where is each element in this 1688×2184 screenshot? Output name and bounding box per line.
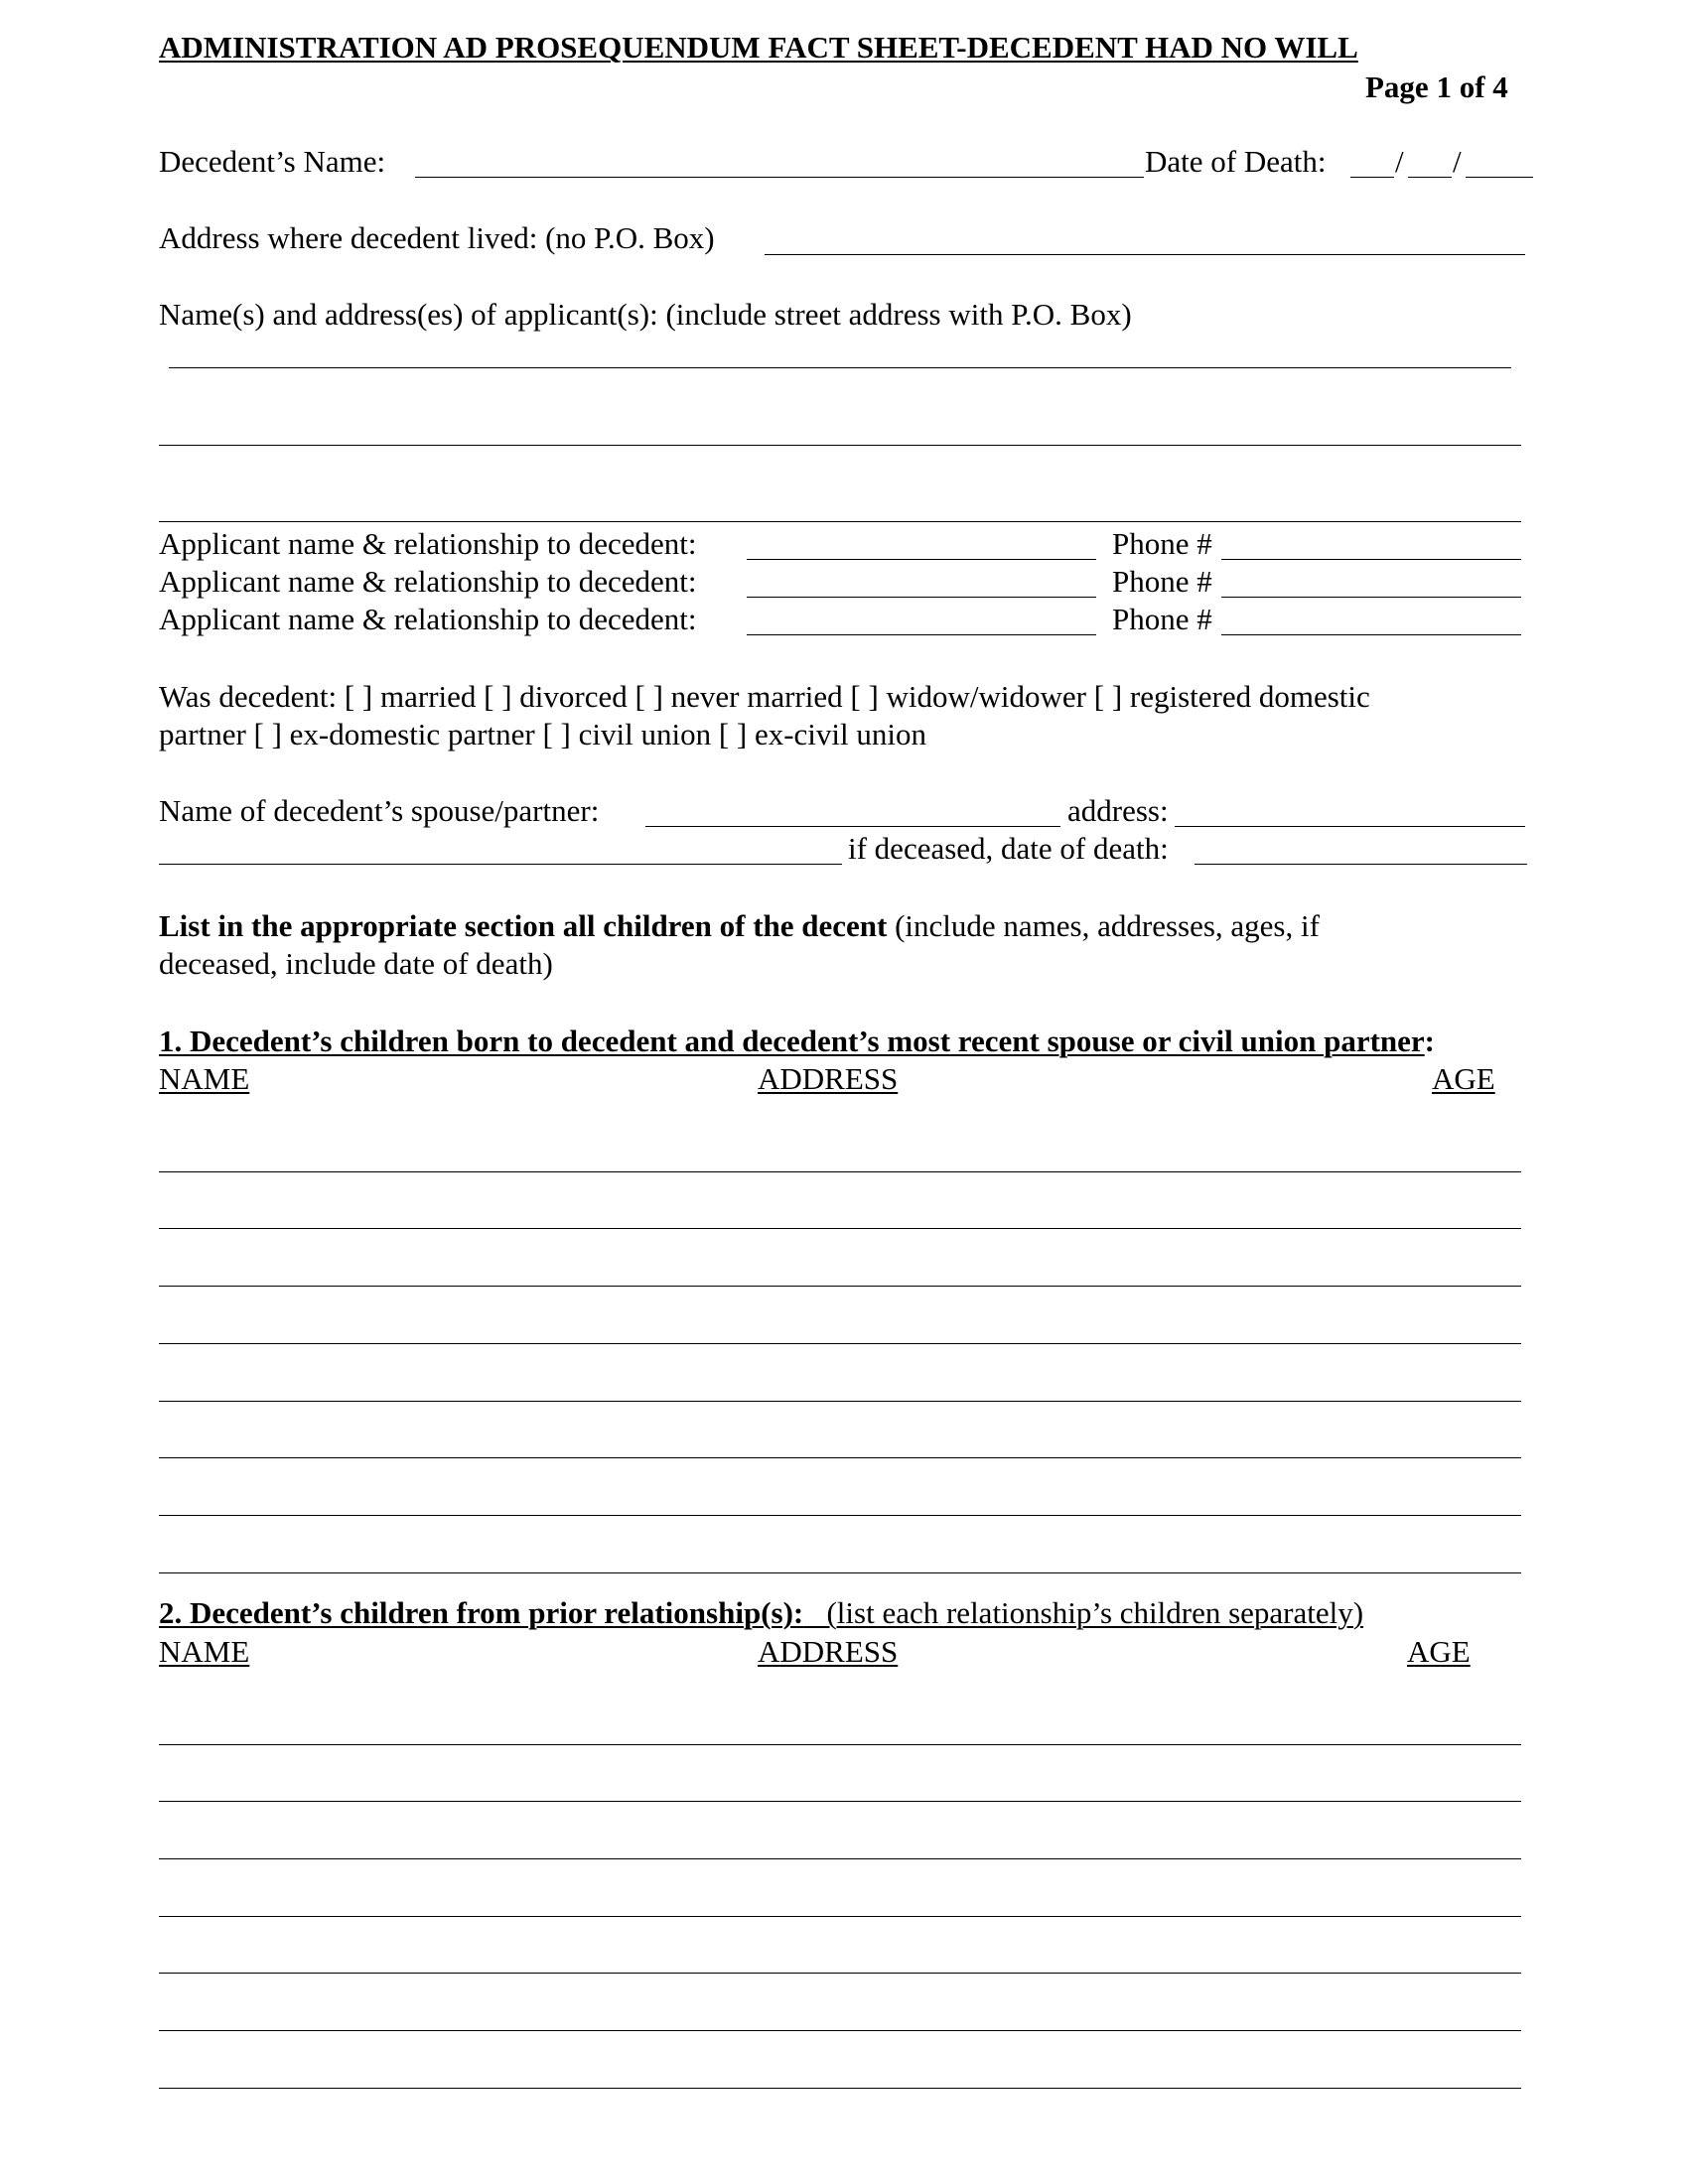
applicants-label: Name(s) and address(es) of applicant(s): (include street address with P.O. Box): [159, 297, 1132, 332]
section1-row-line[interactable]: [159, 1171, 1521, 1172]
marital-status-line[interactable]: partner [ ] ex-domestic partner [ ] civil union [ ] ex-civil union: [159, 717, 927, 751]
children-instructions-bold: List in the appropriate section all children of the decent: [159, 908, 888, 943]
children-instructions: [159, 910, 1320, 941]
section1-heading-text: 1. Decedent’s children born to decedent and decedent’s most recent spouse or civil union partner: [159, 1024, 1425, 1058]
dod-day-field[interactable]: [1408, 177, 1452, 178]
page-title: ADMINISTRATION AD PROSEQUENDUM FACT SHEET-DECEDENT HAD NO WILL: [159, 30, 1358, 65]
section1-row-line[interactable]: [159, 1228, 1521, 1229]
address-label: Address where decedent lived: (no P.O. Box): [159, 220, 715, 255]
spouse-address-label: address:: [1067, 793, 1169, 828]
spouse-name-field[interactable]: [645, 826, 1060, 827]
phone-label: Phone #: [1112, 564, 1212, 599]
section2-row-line[interactable]: [159, 1973, 1521, 1974]
applicants-field-line[interactable]: [159, 445, 1521, 446]
section2-col-address: ADDRESS: [758, 1634, 899, 1669]
section2-row-line[interactable]: [159, 1744, 1521, 1745]
applicant-field[interactable]: [747, 634, 1096, 635]
children-instructions-line2: deceased, include date of death): [159, 946, 553, 981]
section2-row-line[interactable]: [159, 2088, 1521, 2089]
section2-heading-text: 2. Decedent’s children from prior relationship(s):: [159, 1595, 804, 1630]
applicant-field[interactable]: [747, 597, 1096, 598]
phone-field[interactable]: [1221, 559, 1521, 560]
section2-row-line[interactable]: [159, 1801, 1521, 1802]
dod-year-field[interactable]: [1466, 177, 1533, 178]
children-instructions-rest: (include names, addresses, ages, if: [887, 908, 1320, 943]
spouse-date-of-death-field[interactable]: [1195, 864, 1527, 865]
section1-row-line[interactable]: [159, 1343, 1521, 1344]
spouse-deceased-label: if deceased, date of death:: [848, 831, 1169, 866]
section2-row-line[interactable]: [159, 1858, 1521, 1859]
section2-col-age: AGE: [1407, 1634, 1471, 1669]
spouse-label: Name of decedent’s spouse/partner:: [159, 793, 600, 828]
phone-field[interactable]: [1221, 634, 1521, 635]
spouse-address-field-2[interactable]: [159, 864, 842, 865]
applicant-label: Applicant name & relationship to decedent:: [159, 564, 697, 599]
marital-status-line[interactable]: Was decedent: [ ] married [ ] divorced [ ] never married [ ] widow/widower [ ] registered domestic: [159, 679, 1370, 714]
applicant-label: Applicant name & relationship to decedent:: [159, 526, 697, 561]
applicant-field[interactable]: [747, 559, 1096, 560]
section1-col-address: ADDRESS: [758, 1061, 899, 1096]
date-of-death-label: Date of Death:: [1145, 144, 1327, 179]
phone-label: Phone #: [1112, 526, 1212, 561]
section1-col-age: AGE: [1432, 1061, 1495, 1096]
spouse-address-field[interactable]: [1175, 826, 1525, 827]
page-number: Page 1 of 4: [1365, 69, 1508, 104]
dod-separator: /: [1453, 144, 1462, 179]
section1-row-line[interactable]: [159, 1572, 1521, 1573]
section1-heading: [159, 1025, 1435, 1056]
decedent-name-label: Decedent’s Name:: [159, 144, 386, 179]
section2-row-line[interactable]: [159, 2030, 1521, 2031]
dod-separator: /: [1395, 144, 1404, 179]
section2-note: (list each relationship’s children separately): [803, 1595, 1364, 1630]
section2-col-name: NAME: [159, 1634, 250, 1669]
section2-heading: [159, 1597, 1363, 1628]
phone-field[interactable]: [1221, 597, 1521, 598]
section1-row-line[interactable]: [159, 1457, 1521, 1458]
applicant-label: Applicant name & relationship to decedent:: [159, 602, 697, 636]
applicants-field-line[interactable]: [159, 521, 1521, 522]
section1-heading-colon: :: [1424, 1024, 1435, 1058]
address-field[interactable]: [765, 254, 1525, 255]
section1-row-line[interactable]: [159, 1401, 1521, 1402]
section1-row-line[interactable]: [159, 1286, 1521, 1287]
phone-label: Phone #: [1112, 602, 1212, 636]
section1-col-name: NAME: [159, 1061, 250, 1096]
applicants-field-line[interactable]: [169, 367, 1511, 368]
section1-row-line[interactable]: [159, 1515, 1521, 1516]
dod-month-field[interactable]: [1350, 177, 1394, 178]
section2-row-line[interactable]: [159, 1916, 1521, 1917]
decedent-name-field[interactable]: [415, 177, 1144, 178]
